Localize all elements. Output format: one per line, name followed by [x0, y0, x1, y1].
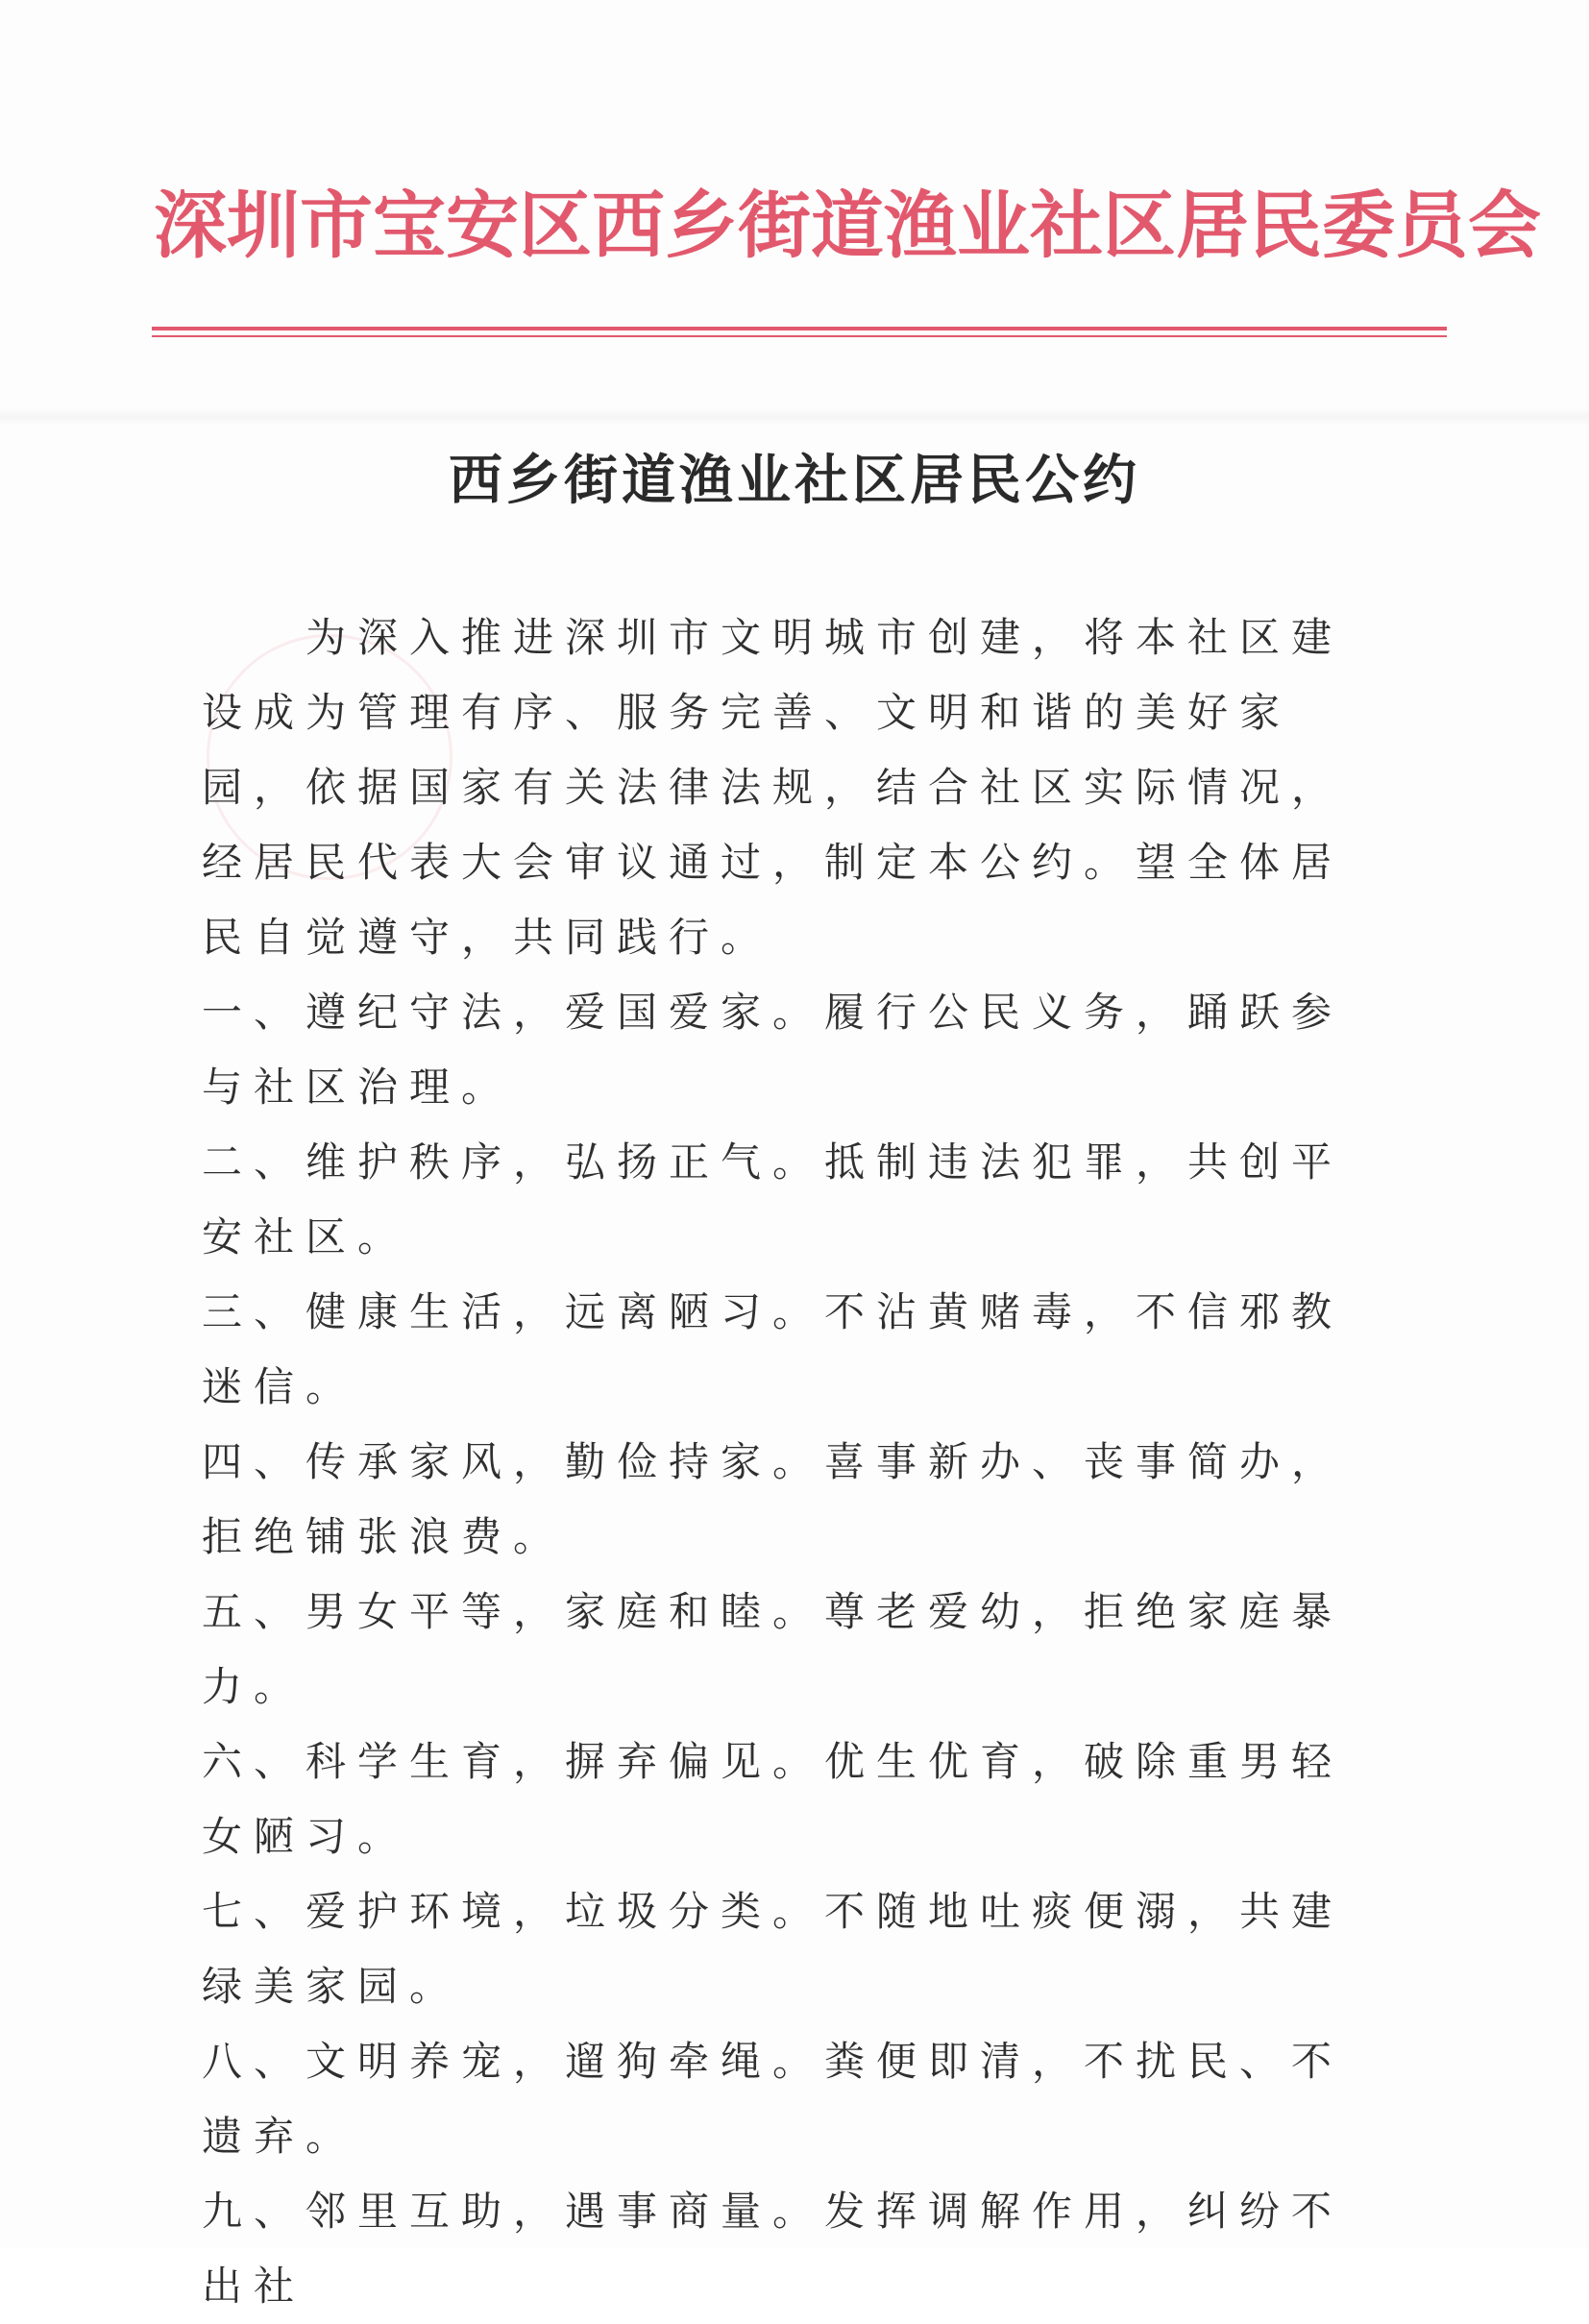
article-1: 一、遵纪守法，爱国爱家。履行公民义务，踊跃参与社区治理。 — [202, 989, 1344, 1111]
article-7: 七、爱护环境，垃圾分类。不随地吐痰便溺，共建绿美家园。 — [202, 1888, 1344, 2010]
scan-artifact — [0, 408, 1589, 426]
letterhead-rule-thick — [152, 327, 1447, 330]
article-2: 二、维护秩序，弘扬正气。抵制违法犯罪，共创平安社区。 — [202, 1138, 1344, 1260]
article-6: 六、科学生育，摒弃偏见。优生优育，破除重男轻女陋习。 — [202, 1738, 1344, 1860]
document-title: 西乡街道渔业社区居民公约 — [449, 449, 1140, 512]
document-body — [202, 600, 1379, 2324]
article-9: 九、邻里互助，遇事商量。发挥调解作用，纠纷不出社 — [202, 2188, 1344, 2310]
intro-paragraph: 为深入推进深圳市文明城市创建，将本社区建设成为管理有序、服务完善、文明和谐的美好家园，依据国家有关法律法规，结合社区实际情况，经居民代表大会审议通过，制定本公约。望全体居民自觉遵守，共同践行。 — [202, 614, 1344, 961]
letterhead-organization-name: 深圳市宝安区西乡街道渔业社区居民委员会 — [154, 183, 1541, 268]
letterhead-rule-thin — [152, 335, 1447, 337]
article-4: 四、传承家风，勤俭持家。喜事新办、丧事简办，拒绝铺张浪费。 — [202, 1438, 1344, 1560]
article-8: 八、文明养宠，遛狗牵绳。粪便即清，不扰民、不遗弃。 — [202, 2038, 1344, 2160]
article-3: 三、健康生活，远离陋习。不沾黄赌毒，不信邪教迷信。 — [202, 1288, 1344, 1410]
article-5: 五、男女平等，家庭和睦。尊老爱幼，拒绝家庭暴力。 — [202, 1588, 1344, 1710]
